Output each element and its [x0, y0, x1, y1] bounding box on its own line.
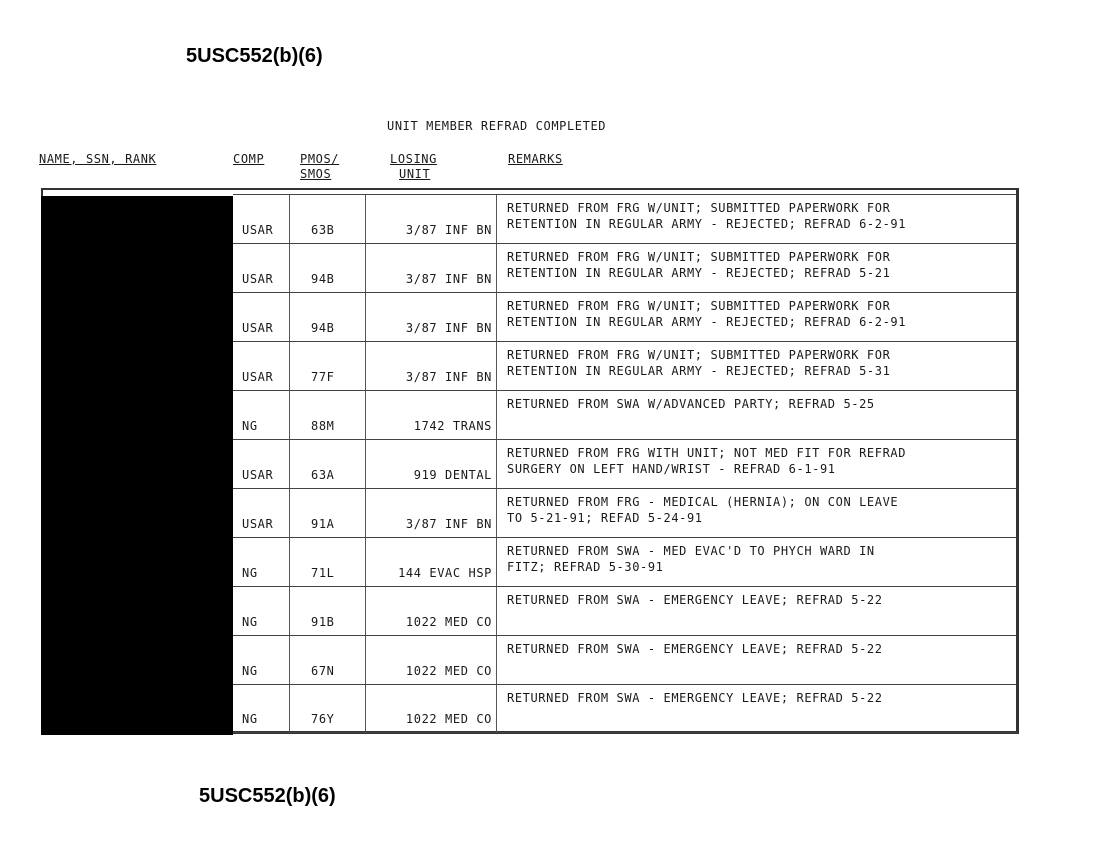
table-row [233, 341, 1017, 390]
remarks-line-1: RETURNED FROM SWA W/ADVANCED PARTY; REFRAD 5-25 [507, 397, 875, 411]
comp-value: USAR [242, 321, 274, 335]
table-row [233, 439, 1017, 488]
comp-value: USAR [242, 370, 274, 384]
table-row [233, 243, 1017, 292]
remarks-cell [497, 195, 1017, 243]
header-name-ssn-rank: NAME, SSN, RANK [39, 152, 157, 166]
losing-unit-value: 1742 TRANS [413, 419, 492, 433]
remarks-line-1: RETURNED FROM SWA - MED EVAC'D TO PHYCH WARD IN [507, 544, 875, 558]
comp-cell [233, 440, 290, 488]
exemption-stamp-top: 5USC552(b)(6) [186, 45, 323, 67]
pmos-value: 71L [311, 566, 335, 580]
header-losing-line-1: LOSING [390, 152, 437, 166]
remarks-cell [497, 342, 1017, 390]
remarks-line-1: RETURNED FROM FRG W/UNIT; SUBMITTED PAPERWORK FOR [507, 348, 891, 362]
remarks-line-1: RETURNED FROM SWA - EMERGENCY LEAVE; REFRAD 5-22 [507, 642, 883, 656]
comp-cell [233, 636, 290, 684]
remarks-cell [497, 391, 1017, 439]
remarks-line-1: RETURNED FROM FRG WITH UNIT; NOT MED FIT FOR REFRAD [507, 446, 907, 460]
header-losing-unit [390, 152, 437, 182]
pmos-cell [290, 244, 366, 292]
comp-cell [233, 685, 290, 732]
comp-cell [233, 195, 290, 243]
table-row [233, 684, 1017, 733]
pmos-value: 63A [311, 468, 335, 482]
table-row [233, 586, 1017, 635]
comp-cell [233, 244, 290, 292]
comp-cell [233, 489, 290, 537]
pmos-cell [290, 636, 366, 684]
header-pmos-line-2: SMOS [300, 167, 332, 181]
comp-cell [233, 391, 290, 439]
pmos-cell [290, 293, 366, 341]
losing-unit-cell [366, 244, 497, 292]
comp-value: USAR [242, 468, 274, 482]
remarks-line-2: TO 5-21-91; REFAD 5-24-91 [507, 511, 703, 525]
remarks-line-2: RETENTION IN REGULAR ARMY - REJECTED; REFRAD 6-2-91 [507, 315, 907, 329]
losing-unit-value: 3/87 INF BN [405, 223, 492, 237]
remarks-cell [497, 587, 1017, 635]
table-row [233, 292, 1017, 341]
table-row [233, 390, 1017, 439]
table-row [233, 488, 1017, 537]
losing-unit-value: 3/87 INF BN [405, 321, 492, 335]
header-pmos-smos [300, 152, 339, 182]
records-table [233, 194, 1017, 733]
pmos-value: 67N [311, 664, 335, 678]
remarks-line-1: RETURNED FROM FRG W/UNIT; SUBMITTED PAPERWORK FOR [507, 299, 891, 313]
remarks-line-1: RETURNED FROM FRG W/UNIT; SUBMITTED PAPERWORK FOR [507, 201, 891, 215]
remarks-line-1: RETURNED FROM SWA - EMERGENCY LEAVE; REFRAD 5-22 [507, 691, 883, 705]
header-losing-line-2: UNIT [399, 167, 431, 181]
redaction-block [41, 196, 233, 735]
losing-unit-cell [366, 587, 497, 635]
comp-cell [233, 342, 290, 390]
losing-unit-cell [366, 342, 497, 390]
pmos-cell [290, 685, 366, 732]
remarks-line-2: SURGERY ON LEFT HAND/WRIST - REFRAD 6-1-91 [507, 462, 836, 476]
header-comp: COMP [233, 152, 265, 166]
remarks-cell [497, 489, 1017, 537]
comp-value: NG [242, 419, 258, 433]
losing-unit-value: 1022 MED CO [405, 712, 492, 726]
comp-value: NG [242, 566, 258, 580]
pmos-cell [290, 538, 366, 586]
table-row [233, 635, 1017, 684]
header-remarks: REMARKS [508, 152, 563, 166]
pmos-cell [290, 195, 366, 243]
remarks-line-1: RETURNED FROM FRG - MEDICAL (HERNIA); ON CON LEAVE [507, 495, 899, 509]
pmos-cell [290, 391, 366, 439]
pmos-cell [290, 342, 366, 390]
remarks-line-1: RETURNED FROM FRG W/UNIT; SUBMITTED PAPERWORK FOR [507, 250, 891, 264]
pmos-cell [290, 489, 366, 537]
losing-unit-value: 1022 MED CO [405, 615, 492, 629]
remarks-cell [497, 685, 1017, 732]
comp-value: NG [242, 712, 258, 726]
comp-value: USAR [242, 517, 274, 531]
comp-value: USAR [242, 223, 274, 237]
remarks-cell [497, 293, 1017, 341]
losing-unit-value: 3/87 INF BN [405, 272, 492, 286]
document-title: UNIT MEMBER REFRAD COMPLETED [387, 119, 607, 133]
header-pmos-line-1: PMOS/ [300, 152, 340, 166]
pmos-cell [290, 440, 366, 488]
table-row [233, 194, 1017, 243]
losing-unit-cell [366, 195, 497, 243]
losing-unit-value: 919 DENTAL [413, 468, 492, 482]
remarks-line-2: FITZ; REFRAD 5-30-91 [507, 560, 664, 574]
remarks-line-1: RETURNED FROM SWA - EMERGENCY LEAVE; REFRAD 5-22 [507, 593, 883, 607]
pmos-value: 94B [311, 272, 335, 286]
exemption-stamp-bottom: 5USC552(b)(6) [199, 785, 336, 807]
losing-unit-cell [366, 391, 497, 439]
losing-unit-cell [366, 440, 497, 488]
comp-cell [233, 587, 290, 635]
comp-value: USAR [242, 272, 274, 286]
remarks-cell [497, 244, 1017, 292]
remarks-cell [497, 440, 1017, 488]
pmos-cell [290, 587, 366, 635]
comp-value: NG [242, 664, 258, 678]
pmos-value: 77F [311, 370, 335, 384]
table-row [233, 537, 1017, 586]
losing-unit-cell [366, 636, 497, 684]
losing-unit-value: 1022 MED CO [405, 664, 492, 678]
pmos-value: 76Y [311, 712, 335, 726]
remarks-line-2: RETENTION IN REGULAR ARMY - REJECTED; REFRAD 6-2-91 [507, 217, 907, 231]
remarks-line-2: RETENTION IN REGULAR ARMY - REJECTED; REFRAD 5-21 [507, 266, 891, 280]
losing-unit-cell [366, 293, 497, 341]
remarks-cell [497, 538, 1017, 586]
pmos-value: 91A [311, 517, 335, 531]
pmos-value: 91B [311, 615, 335, 629]
comp-cell [233, 293, 290, 341]
pmos-value: 88M [311, 419, 335, 433]
comp-cell [233, 538, 290, 586]
losing-unit-value: 3/87 INF BN [405, 370, 492, 384]
pmos-value: 63B [311, 223, 335, 237]
losing-unit-cell [366, 538, 497, 586]
comp-value: NG [242, 615, 258, 629]
losing-unit-cell [366, 685, 497, 732]
pmos-value: 94B [311, 321, 335, 335]
losing-unit-value: 3/87 INF BN [405, 517, 492, 531]
losing-unit-cell [366, 489, 497, 537]
losing-unit-value: 144 EVAC HSP [398, 566, 492, 580]
remarks-line-2: RETENTION IN REGULAR ARMY - REJECTED; REFRAD 5-31 [507, 364, 891, 378]
remarks-cell [497, 636, 1017, 684]
